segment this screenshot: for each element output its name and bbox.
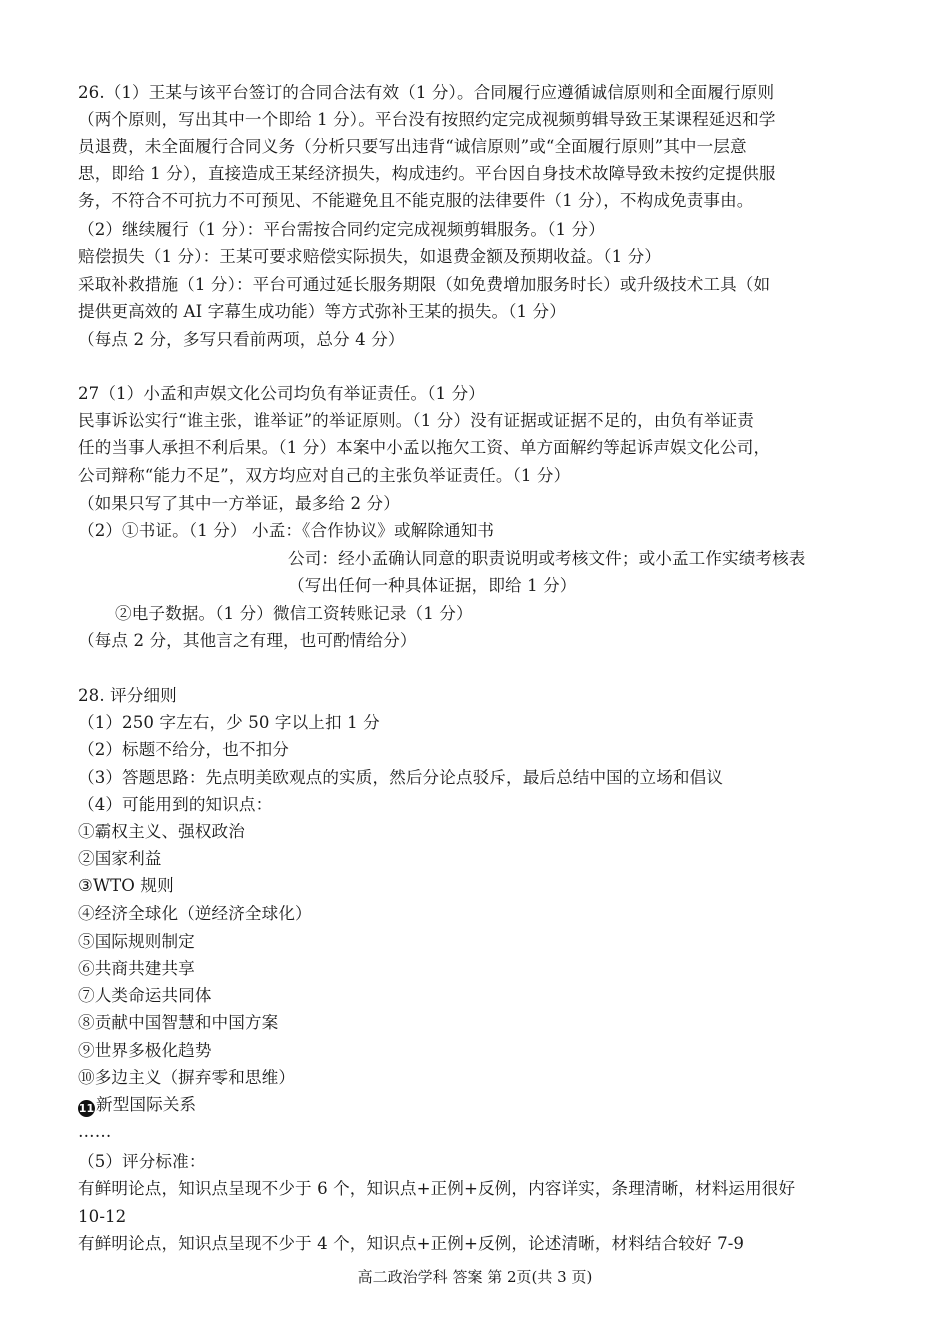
circled-number-11: 11 — [78, 1102, 95, 1115]
scoring-standard-2: 有鲜明论点，知识点呈现不少于 4 个，知识点+正例+反例，论述清晰，材料结合较好 7-9 — [78, 1234, 745, 1253]
q27-line-2: 民事诉讼实行“谁主张，谁举证”的举证原则。（1 分）没有证据或证据不足的，由负有举证责 — [78, 411, 754, 430]
q28-rule-3: （3）答题思路：先点明美欧观点的实质，然后分论点驳斥，最后总结中国的立场和倡议 — [78, 768, 724, 787]
q27-line-1: 27（1）小孟和声娱文化公司均负有举证责任。（1 分） — [78, 384, 485, 403]
q28-title: 28. 评分细则 — [78, 686, 177, 705]
q27-line-10: （每点 2 分，其他言之有理，也可酌情给分） — [78, 631, 417, 650]
q26-line-10: （每点 2 分，多写只看前两项，总分 4 分） — [78, 330, 405, 349]
q26-line-9: 提供更高效的 AI 字幕生成功能）等方式弥补王某的损失。（1 分） — [78, 302, 566, 321]
knowledge-point: ⑥共商共建共享 — [78, 959, 195, 978]
knowledge-point: ⑨世界多极化趋势 — [78, 1041, 212, 1060]
q26-line-5: 务，不符合不可抗力不可预见、不能避免且不能克服的法律要件（1 分），不构成免责事由。 — [78, 191, 754, 210]
page-footer: 高二政治学科 答案 第 2页(共 3 页) — [357, 1268, 593, 1286]
knowledge-point: ⑤国际规则制定 — [78, 932, 195, 951]
q27-line-6: （2）①书证。（1 分） 小孟：《合作协议》或解除通知书 — [78, 521, 495, 540]
scoring-standard-1: 有鲜明论点，知识点呈现不少于 6 个，知识点+正例+反例，内容详实，条理清晰，材料运用很好 — [78, 1179, 796, 1198]
knowledge-point: ①霸权主义、强权政治 — [78, 822, 245, 841]
q26-line-2: （两个原则，写出其中一个即给 1 分）。平台没有按照约定完成视频剪辑导致王某课程延迟和学 — [78, 110, 776, 129]
knowledge-point: ④经济全球化（逆经济全球化） — [78, 904, 312, 923]
knowledge-point: ⑦人类命运共同体 — [78, 986, 212, 1005]
q26-line-7: 赔偿损失（1 分）：王某可要求赔偿实际损失，如退费金额及预期收益。（1 分） — [78, 247, 662, 266]
q26-line-4: 思，即给 1 分），直接造成王某经济损失，构成违约。平台因自身技术故障导致未按约定提供服 — [78, 164, 776, 183]
q27-line-4: 公司辩称“能力不足”，双方均应对自己的主张负举证责任。（1 分） — [78, 466, 571, 485]
knowledge-point: ③WTO 规则 — [78, 876, 174, 895]
q28-rule-5: （5）评分标准： — [78, 1152, 206, 1171]
knowledge-point: ⑧贡献中国智慧和中国方案 — [78, 1013, 279, 1032]
q26-line-3: 员退费，未全面履行合同义务（分析只要写出违背“诚信原则”或“全面履行原则”其中一层意 — [78, 137, 747, 156]
q26-line-6: （2）继续履行（1 分）：平台需按合同约定完成视频剪辑服务。（1 分） — [78, 220, 605, 239]
q27-line-9: ②电子数据。（1 分）微信工资转账记录（1 分） — [115, 604, 473, 623]
ellipsis: …… — [78, 1122, 112, 1141]
q27-line-8: （写出任何一种具体证据，即给 1 分） — [288, 576, 577, 595]
q27-line-7: 公司：经小孟确认同意的职责说明或考核文件；或小孟工作实绩考核表 — [288, 549, 806, 568]
q27-line-3: 任的当事人承担不利后果。（1 分）本案中小孟以拖欠工资、单方面解约等起诉声娱文化公司， — [78, 438, 771, 457]
q28-rule-1: （1）250 字左右，少 50 字以上扣 1 分 — [78, 713, 380, 732]
q27-line-5: （如果只写了其中一方举证，最多给 2 分） — [78, 494, 400, 513]
q28-rule-4: （4）可能用到的知识点： — [78, 795, 273, 814]
scoring-standard-1-score: 10-12 — [78, 1207, 127, 1226]
q28-rule-2: （2）标题不给分，也不扣分 — [78, 740, 289, 759]
knowledge-point: ②国家利益 — [78, 849, 162, 868]
knowledge-point-11-text: 新型国际关系 — [96, 1095, 197, 1114]
q26-line-8: 采取补救措施（1 分）：平台可通过延长服务期限（如免费增加服务时长）或升级技术工具（如 — [78, 275, 771, 294]
knowledge-point-11 — [78, 1091, 878, 1118]
knowledge-point: ⑩多边主义（摒弃零和思维） — [78, 1068, 296, 1087]
q26-line-1: 26.（1）王某与该平台签订的合同合法有效（1 分）。合同履行应遵循诚信原则和全面履行原则 — [78, 83, 775, 102]
